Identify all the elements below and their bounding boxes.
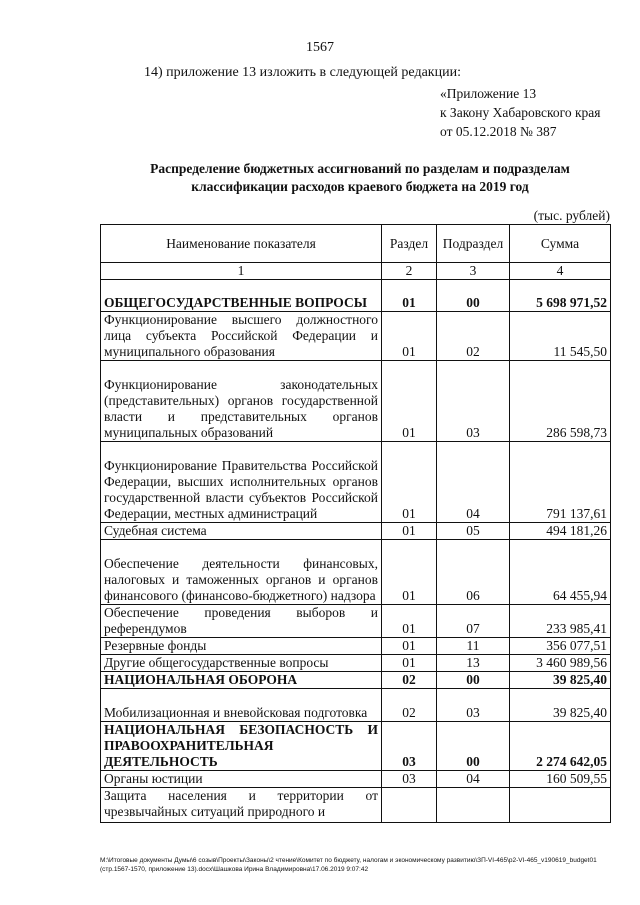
file-path-footer: M:\Итоговые документы Думы\6 созыв\Проекты\Законы\2 чтение\Комитет по бюджету, налогам и экономическому развитию\ЗП-VI-465\р2-VI-465_v190619_budget01 (стр.1567-1570, приложение 13).docx\Шашкова Ирина Владимировна\17.06.2019 9:07:42 — [100, 857, 597, 873]
budget-table — [100, 224, 611, 823]
header-sum: Сумма — [510, 225, 611, 263]
header-subsection: Подраздел — [437, 225, 510, 263]
row-section — [382, 788, 437, 823]
intro-text: 14) приложение 13 изложить в следующей редакции: — [144, 65, 461, 80]
row-section: 01 — [382, 605, 437, 638]
table-row — [101, 771, 611, 788]
row-name: Судебная система — [101, 523, 382, 540]
row-sum: 39 825,40 — [510, 672, 611, 689]
row-sum: 2 274 642,05 — [510, 722, 611, 771]
table-row — [101, 442, 611, 523]
row-name: НАЦИОНАЛЬНАЯ БЕЗОПАСНОСТЬ И ПРАВООХРАНИТЕЛЬНАЯ ДЕЯТЕЛЬНОСТЬ — [101, 722, 382, 771]
header-section: Раздел — [382, 225, 437, 263]
row-name: Органы юстиции — [101, 771, 382, 788]
column-number: 1 — [101, 263, 382, 280]
header-row — [101, 225, 611, 263]
row-section: 01 — [382, 638, 437, 655]
column-number-row — [101, 263, 611, 280]
row-name: Функционирование Правительства Российской Федерации, высших исполнительных органов государственной власти субъектов Российской Федерации, местных администраций — [101, 442, 382, 523]
row-name: Мобилизационная и вневойсковая подготовка — [101, 689, 382, 722]
table-row — [101, 788, 611, 823]
title-line: классификации расходов краевого бюджета на 2019 год — [191, 179, 529, 194]
row-sum: 356 077,51 — [510, 638, 611, 655]
row-subsection: 00 — [437, 672, 510, 689]
row-name: Другие общегосударственные вопросы — [101, 655, 382, 672]
table-row — [101, 361, 611, 442]
row-sum: 233 985,41 — [510, 605, 611, 638]
row-sum: 494 181,26 — [510, 523, 611, 540]
table-row — [101, 523, 611, 540]
table-row — [101, 312, 611, 361]
page-number: 1567 — [306, 40, 334, 55]
row-name: НАЦИОНАЛЬНАЯ ОБОРОНА — [101, 672, 382, 689]
row-section: 03 — [382, 722, 437, 771]
title-line: Распределение бюджетных ассигнований по разделам и подразделам — [150, 161, 570, 176]
row-name: Функционирование высшего должностного лица субъекта Российской Федерации и муниципального образования — [101, 312, 382, 361]
table-row — [101, 722, 611, 771]
row-name: ОБЩЕГОСУДАРСТВЕННЫЕ ВОПРОСЫ — [101, 280, 382, 312]
row-subsection: 03 — [437, 689, 510, 722]
table-row — [101, 672, 611, 689]
row-name: Обеспечение деятельности финансовых, налоговых и таможенных органов и органов финансового (финансово-бюджетного) надзора — [101, 540, 382, 605]
row-sum: 39 825,40 — [510, 689, 611, 722]
row-subsection: 00 — [437, 280, 510, 312]
row-sum: 64 455,94 — [510, 540, 611, 605]
row-subsection: 11 — [437, 638, 510, 655]
row-subsection: 07 — [437, 605, 510, 638]
row-section: 02 — [382, 672, 437, 689]
table-row — [101, 655, 611, 672]
row-section: 01 — [382, 523, 437, 540]
row-section: 01 — [382, 540, 437, 605]
row-subsection: 00 — [437, 722, 510, 771]
row-section: 01 — [382, 442, 437, 523]
table-row — [101, 540, 611, 605]
row-subsection: 04 — [437, 771, 510, 788]
row-section: 01 — [382, 312, 437, 361]
appendix-line: к Закону Хабаровского края — [440, 105, 601, 120]
appendix-line: от 05.12.2018 № 387 — [440, 124, 557, 139]
table-row — [101, 280, 611, 312]
column-number: 3 — [437, 263, 510, 280]
row-sum: 3 460 989,56 — [510, 655, 611, 672]
appendix-reference — [440, 84, 601, 141]
column-number: 2 — [382, 263, 437, 280]
row-subsection: 06 — [437, 540, 510, 605]
units-label: (тыс. рублей) — [533, 208, 610, 223]
row-name: Обеспечение проведения выборов и референдумов — [101, 605, 382, 638]
row-name: Защита населения и территории от чрезвычайных ситуаций природного и — [101, 788, 382, 823]
row-section: 01 — [382, 655, 437, 672]
document-title — [100, 160, 620, 196]
row-section: 02 — [382, 689, 437, 722]
row-section: 01 — [382, 280, 437, 312]
row-sum: 791 137,61 — [510, 442, 611, 523]
row-subsection: 02 — [437, 312, 510, 361]
column-number: 4 — [510, 263, 611, 280]
row-subsection: 03 — [437, 361, 510, 442]
table-row — [101, 689, 611, 722]
row-sum: 286 598,73 — [510, 361, 611, 442]
row-name: Функционирование законодательных (представительных) органов государственной власти и представительных органов муниципальных образований — [101, 361, 382, 442]
table-row — [101, 605, 611, 638]
appendix-line: «Приложение 13 — [440, 86, 537, 101]
row-name: Резервные фонды — [101, 638, 382, 655]
row-subsection: 04 — [437, 442, 510, 523]
row-section: 03 — [382, 771, 437, 788]
row-sum: 11 545,50 — [510, 312, 611, 361]
header-name: Наименование показателя — [101, 225, 382, 263]
row-subsection — [437, 788, 510, 823]
row-subsection: 13 — [437, 655, 510, 672]
row-section: 01 — [382, 361, 437, 442]
row-sum: 5 698 971,52 — [510, 280, 611, 312]
row-sum — [510, 788, 611, 823]
table-row — [101, 638, 611, 655]
row-sum: 160 509,55 — [510, 771, 611, 788]
row-subsection: 05 — [437, 523, 510, 540]
